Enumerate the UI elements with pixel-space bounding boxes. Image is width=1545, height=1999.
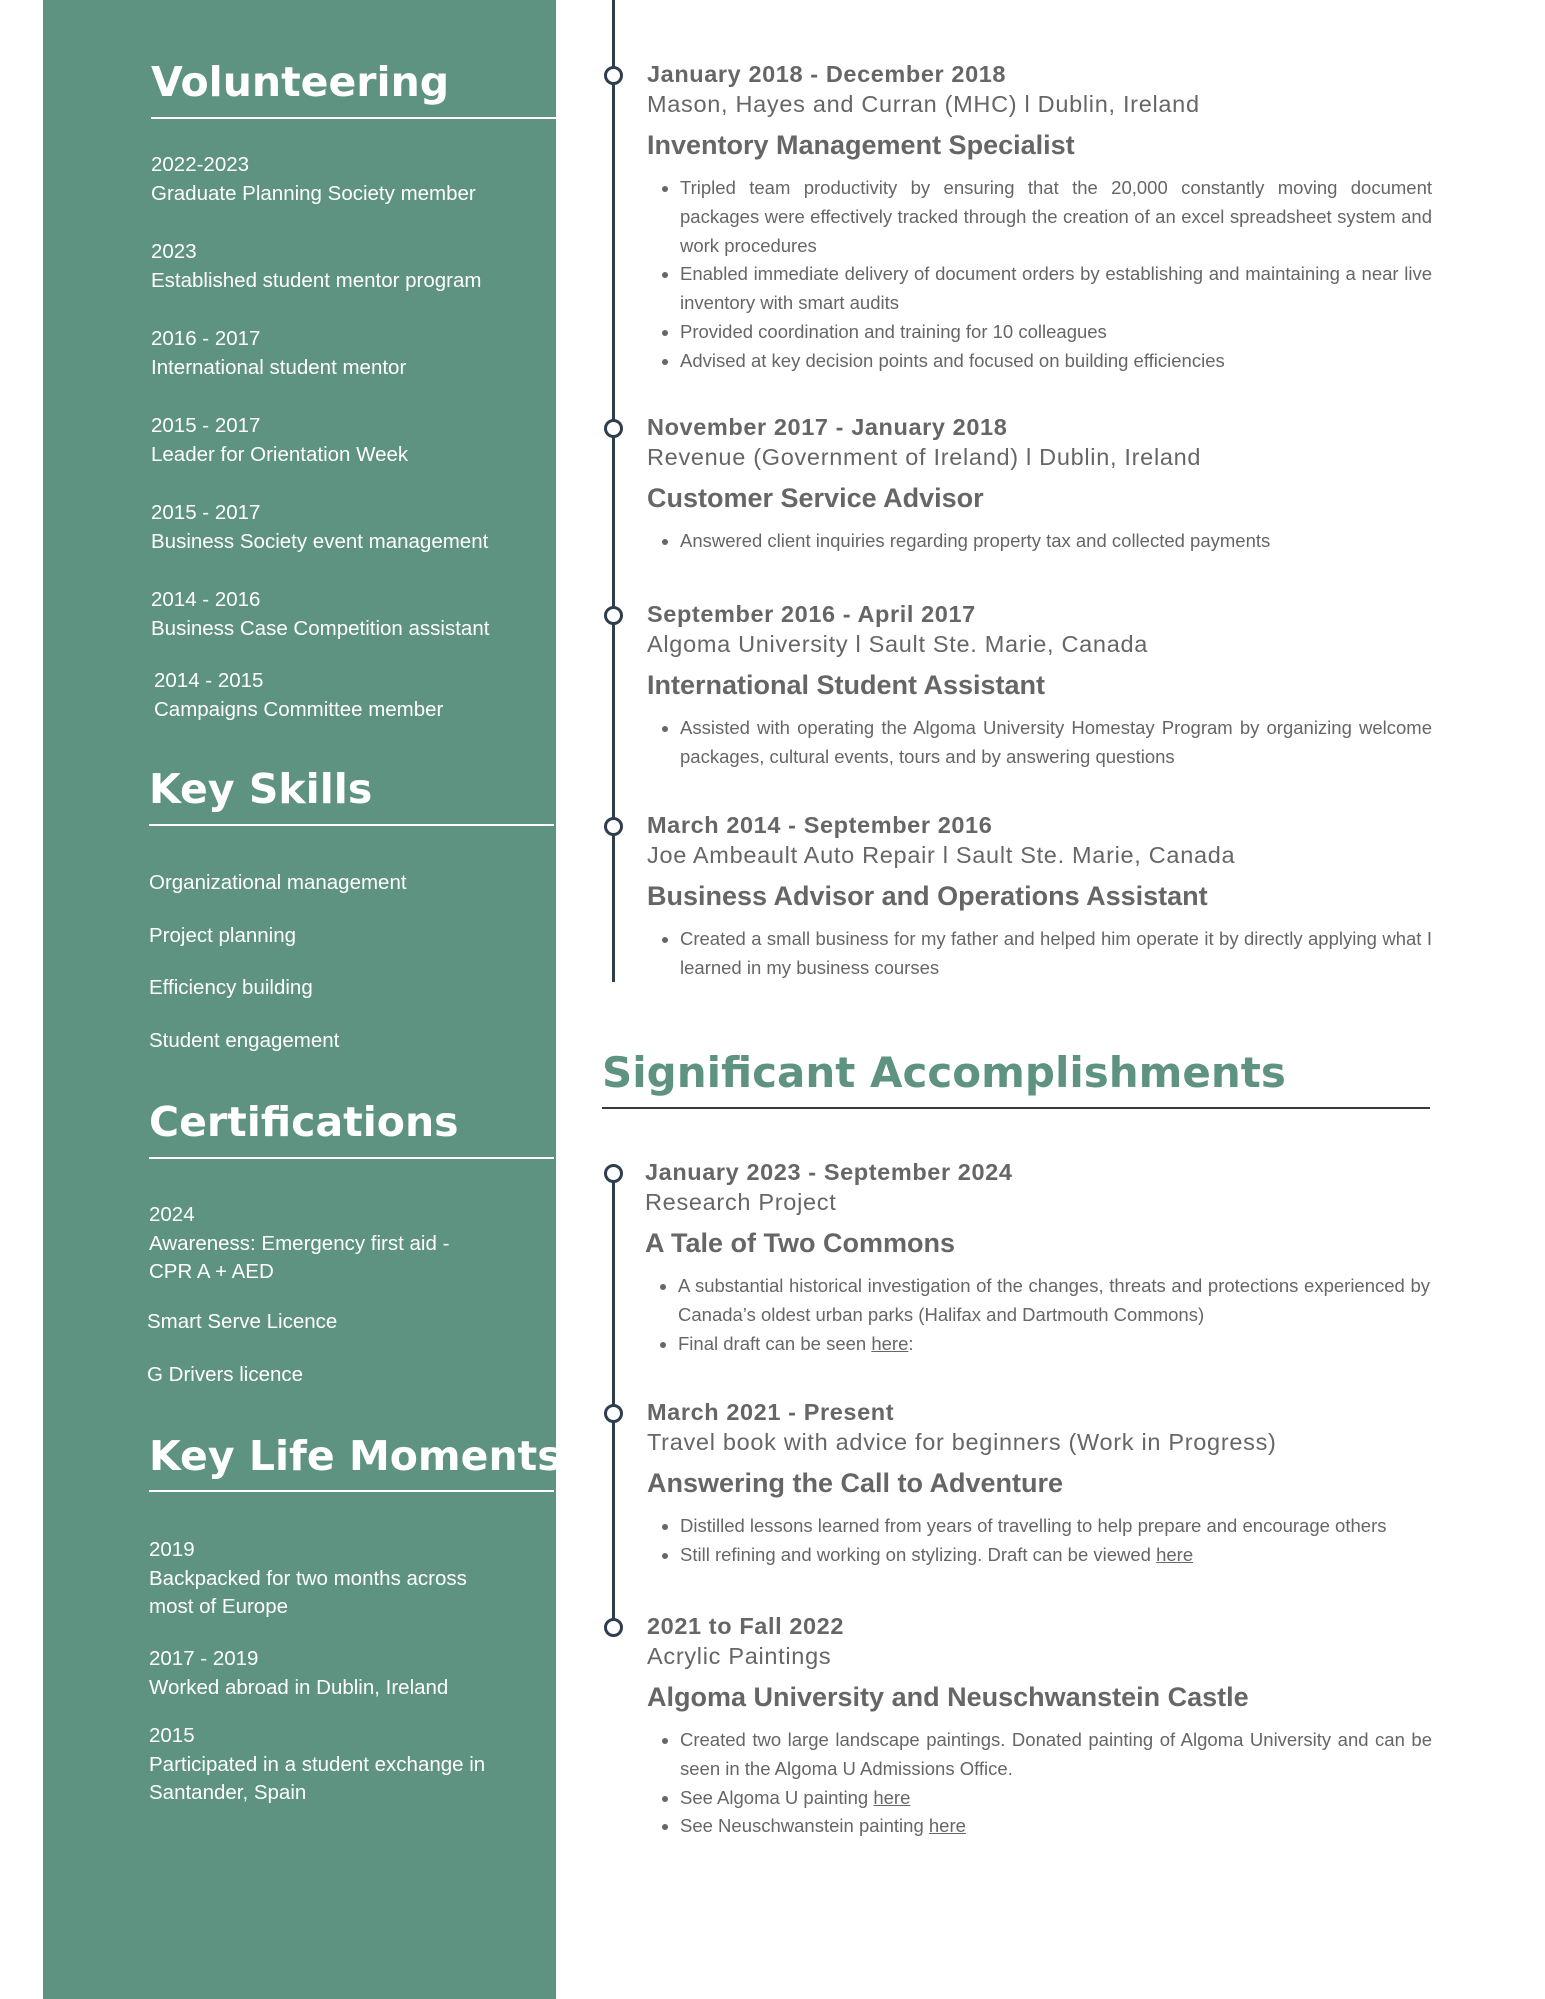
bullet: • Enabled immediate delivery of document orders by establishing and maintaining a near live inventory with smart audits xyxy=(680,260,1432,318)
certification-year: 2024 xyxy=(149,1203,195,1226)
experience-bullets xyxy=(647,527,1432,556)
bullet: • Provided coordination and training for 10 colleagues xyxy=(680,318,1432,347)
accomplishment-category: Research Project xyxy=(645,1189,837,1215)
accomplishment-entry xyxy=(647,1397,1432,1570)
certification-text: Awareness: Emergency first aid - xyxy=(149,1231,450,1255)
volunteering-text: Business Case Competition assistant xyxy=(151,616,490,640)
experience-role: Inventory Management Specialist xyxy=(647,130,1075,160)
bullet xyxy=(678,1330,1430,1359)
accomplishment-date: January 2023 - September 2024 xyxy=(645,1159,1013,1185)
accomplishments-heading: Significant Accomplishments xyxy=(602,1048,1286,1097)
bullet: • Answered client inquiries regarding property tax and collected payments xyxy=(680,527,1432,556)
accomplishment-bullets xyxy=(647,1512,1432,1570)
volunteering-years: 2015 - 2017 xyxy=(151,501,261,524)
certification-item: Smart Serve Licence xyxy=(147,1310,338,1333)
key-skills-divider xyxy=(149,824,554,826)
certification-text: CPR A + AED xyxy=(149,1260,274,1283)
experience-role: International Student Assistant xyxy=(647,670,1046,700)
experience-date: March 2014 - September 2016 xyxy=(647,812,993,838)
life-moment-text: Participated in a student exchange in xyxy=(149,1752,486,1776)
bullet: • Distilled lessons learned from years of travelling to help prepare and encourage others xyxy=(680,1512,1432,1541)
life-moment-years: 2017 - 2019 xyxy=(149,1647,259,1670)
volunteering-years: 2023 xyxy=(151,240,197,263)
accomplishment-entry xyxy=(645,1157,1430,1358)
timeline-dot xyxy=(604,1404,623,1423)
accomplishment-category: Travel book with advice for beginners (Work in Progress) xyxy=(647,1429,1277,1455)
experience-organization: Mason, Hayes and Curran (MHC) l Dublin, Ireland xyxy=(647,91,1200,117)
bullet: • Advised at key decision points and focused on building efficiencies xyxy=(680,347,1432,376)
life-moment-item xyxy=(149,1536,467,1622)
experience-role: Business Advisor and Operations Assistant xyxy=(647,881,1208,911)
experience-date: January 2018 - December 2018 xyxy=(647,61,1007,87)
bullet-text: See Algoma U painting xyxy=(680,1786,874,1808)
timeline-dot xyxy=(604,817,623,836)
bullet: • A substantial historical investigation of the changes, threats and protections experienced by Canada’s oldest urban parks (Halifax and Dartmouth Commons) xyxy=(678,1272,1430,1330)
skill-item: Organizational management xyxy=(149,871,407,894)
bullet-text: Still refining and working on stylizing. Draft can be viewed xyxy=(680,1543,1157,1565)
final-draft-link[interactable]: here xyxy=(871,1332,909,1354)
timeline-dot xyxy=(604,1618,623,1637)
bullet: • Assisted with operating the Algoma University Homestay Program by organizing welcome packages, cultural events, tours and by answering questions xyxy=(680,714,1432,772)
accomplishment-bullets xyxy=(645,1272,1430,1358)
volunteering-years: 2015 - 2017 xyxy=(151,414,261,437)
bullet xyxy=(680,1784,1432,1813)
skill-item: Student engagement xyxy=(149,1029,340,1052)
life-moment-years: 2015 xyxy=(149,1724,195,1747)
volunteering-years: 2014 - 2016 xyxy=(151,588,261,611)
skill-item: Efficiency building xyxy=(149,976,313,999)
accomplishment-date: March 2021 - Present xyxy=(647,1399,895,1425)
accomplishments-timeline-line xyxy=(612,1172,615,1628)
volunteering-text: Established student mentor program xyxy=(151,268,482,292)
volunteering-item xyxy=(151,586,489,643)
life-moment-item xyxy=(149,1722,485,1808)
bullet xyxy=(680,1812,1432,1841)
bullet xyxy=(680,1541,1432,1570)
volunteering-years: 2014 - 2015 xyxy=(154,669,264,692)
experience-organization: Revenue (Government of Ireland) l Dublin, Ireland xyxy=(647,444,1202,470)
experience-bullets xyxy=(647,925,1432,983)
experience-entry xyxy=(647,59,1432,376)
accomplishment-bullets xyxy=(647,1726,1432,1841)
volunteering-item xyxy=(151,238,481,295)
certification-item: G Drivers licence xyxy=(147,1363,304,1386)
neuschwanstein-painting-link[interactable]: here xyxy=(928,1815,966,1837)
sidebar xyxy=(43,0,562,1999)
life-moment-text: Worked abroad in Dublin, Ireland xyxy=(149,1675,449,1699)
accomplishments-divider xyxy=(602,1107,1430,1109)
travel-book-draft-link[interactable]: here xyxy=(1156,1543,1194,1565)
life-moment-years: 2019 xyxy=(149,1538,195,1561)
accomplishment-date: 2021 to Fall 2022 xyxy=(647,1613,845,1639)
experience-bullets xyxy=(647,174,1432,376)
key-life-moments-divider xyxy=(149,1490,554,1492)
skill-item: Project planning xyxy=(149,924,297,947)
life-moment-text: Backpacked for two months across xyxy=(149,1566,467,1590)
experience-date: September 2016 - April 2017 xyxy=(647,601,976,627)
experience-role: Customer Service Advisor xyxy=(647,483,984,513)
experience-entry xyxy=(647,810,1432,983)
experience-entry xyxy=(647,412,1432,556)
volunteering-divider xyxy=(151,117,556,119)
experience-organization: Joe Ambeault Auto Repair l Sault Ste. Marie, Canada xyxy=(647,842,1236,868)
accomplishment-title: Algoma University and Neuschwanstein Castle xyxy=(647,1682,1249,1712)
volunteering-years: 2016 - 2017 xyxy=(151,327,261,350)
volunteering-text: Business Society event management xyxy=(151,529,489,553)
volunteering-text: International student mentor xyxy=(151,355,407,379)
experience-date: November 2017 - January 2018 xyxy=(647,414,1008,440)
volunteering-item xyxy=(151,151,476,208)
volunteering-text: Leader for Orientation Week xyxy=(151,442,409,466)
bullet: • Created a small business for my father and helped him operate it by directly applying what I learned in my business courses xyxy=(680,925,1432,983)
accomplishment-title: Answering the Call to Adventure xyxy=(647,1468,1064,1498)
volunteering-item xyxy=(151,325,406,382)
volunteering-item xyxy=(151,412,408,469)
timeline-dot xyxy=(604,66,623,85)
bullet: • Tripled team productivity by ensuring that the 20,000 constantly moving document packages were effectively tracked through the creation of an excel spreadsheet system and work procedures xyxy=(680,174,1432,260)
accomplishment-category: Acrylic Paintings xyxy=(647,1643,832,1669)
certification-item xyxy=(149,1201,449,1287)
experience-organization: Algoma University l Sault Ste. Marie, Canada xyxy=(647,631,1149,657)
volunteering-years: 2022-2023 xyxy=(151,153,250,176)
bullet-text: Final draft can be seen xyxy=(678,1332,872,1354)
volunteering-text: Campaigns Committee member xyxy=(154,697,444,721)
life-moment-item xyxy=(149,1645,448,1702)
accomplishment-entry xyxy=(647,1611,1432,1841)
bullet: • Created two large landscape paintings. Donated painting of Algoma University and can be seen in the Algoma U Admissions Office. xyxy=(680,1726,1432,1784)
volunteering-text: Graduate Planning Society member xyxy=(151,181,476,205)
timeline-dot xyxy=(604,1164,623,1183)
accomplishment-title: A Tale of Two Commons xyxy=(645,1228,955,1258)
bullet-text: : xyxy=(908,1332,914,1354)
algoma-painting-link[interactable]: here xyxy=(873,1786,911,1808)
timeline-dot xyxy=(604,606,623,625)
volunteering-item xyxy=(151,499,488,556)
experience-bullets xyxy=(647,714,1432,772)
bullet-text: See Neuschwanstein painting xyxy=(680,1815,929,1837)
certifications-heading: Certifications xyxy=(149,1098,459,1146)
key-skills-heading: Key Skills xyxy=(149,765,373,813)
timeline-dot xyxy=(604,419,623,438)
life-moment-text: most of Europe xyxy=(149,1595,289,1618)
volunteering-item xyxy=(154,667,443,724)
volunteering-heading: Volunteering xyxy=(151,58,450,106)
life-moment-text: Santander, Spain xyxy=(149,1781,307,1804)
experience-entry xyxy=(647,599,1432,772)
key-life-moments-heading: Key Life Moments xyxy=(149,1432,562,1480)
certifications-divider xyxy=(149,1157,554,1159)
